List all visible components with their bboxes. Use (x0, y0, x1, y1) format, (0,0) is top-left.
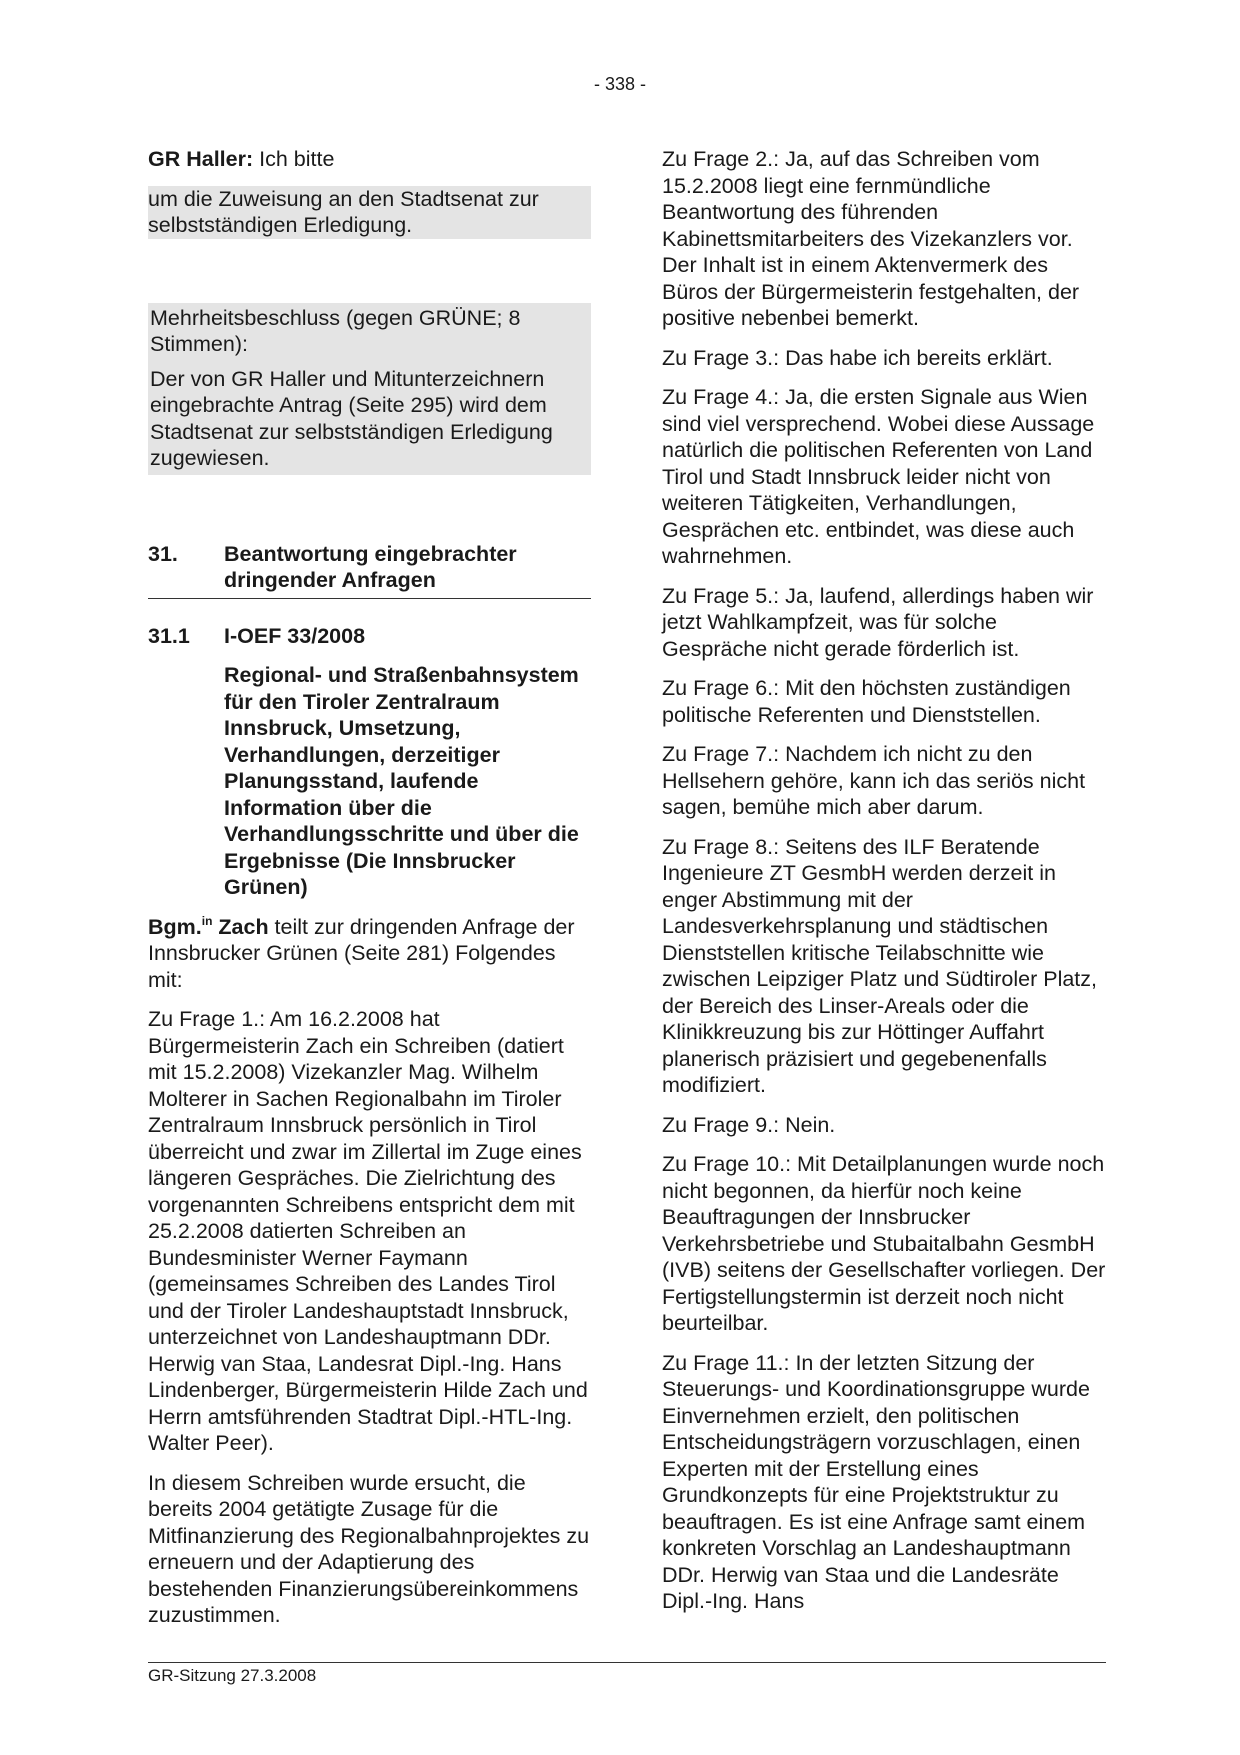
subsection-title: Regional- und Straßenbahnsystem für den Tiroler Zentralraum Innsbruck, Umsetzung, Verhandlungen, derzeitiger Planungsstand, laufende Information über die Verhandlungsschritte und über die Ergebnisse (Die Innsbrucker Grünen) (224, 663, 579, 899)
speaker-name: GR Haller: (148, 147, 254, 171)
left-column (148, 146, 591, 1642)
answer-3: Zu Frage 3.: Das habe ich bereits erklärt. (662, 345, 1053, 370)
intro-name: Zach (212, 914, 269, 939)
answer-6: Zu Frage 6.: Mit den höchsten zuständigen politische Referenten und Dienststellen. (662, 676, 1071, 727)
right-column (662, 146, 1106, 1628)
page-number: - 338 - (593, 74, 647, 94)
intro-sup: in (201, 913, 213, 928)
request-text: um die Zuweisung an den Stadtsenat zur selbstständigen Erledigung. (148, 186, 591, 239)
resolution-box (148, 303, 591, 475)
resolution-vote: Mehrheitsbeschluss (gegen GRÜNE; 8 Stimmen): (150, 305, 521, 356)
speaker-text: Ich bitte (253, 147, 335, 171)
answer-9: Zu Frage 9.: Nein. (662, 1112, 836, 1137)
answer-8: Zu Frage 8.: Seitens des ILF Beratende Ingenieure ZT GesmbH werden derzeit in enger Abstimmung mit der Landesverkehrsplanung und städtischen Dienststellen kritische Teilabschnitte wie zwischen Leipziger Platz und Südtiroler Platz, der Bereich des Linser-Areals oder die Klinikkreuzung bis zur Höttinger Auffahrt planerisch präzisiert und gegebenenfalls modifiziert. (662, 834, 1097, 1097)
intro-paragraph (148, 914, 591, 994)
speaker-line (148, 146, 591, 173)
subsection-code: I-OEF 33/2008 (224, 623, 366, 648)
subsection-number: 31.1 (148, 623, 190, 648)
section-title: Beantwortung eingebrachter dringender Anfragen (224, 541, 517, 592)
section-number: 31. (148, 541, 178, 566)
section-heading (148, 541, 591, 599)
subsection-heading (148, 623, 591, 650)
letter-paragraph: In diesem Schreiben wurde ersucht, die bereits 2004 getätigte Zusage für die Mitfinanzierung des Regionalbahnprojektes zu erneuern und der Adaptierung des bestehenden Finanzierungsübereinkommens zuzustimmen. (148, 1470, 590, 1627)
resolution-text: Der von GR Haller und Mitunterzeichnern eingebrachte Antrag (Seite 295) wird dem Stadtsenat zur selbstständigen Erledigung zugewiesen. (150, 366, 553, 470)
answer-4: Zu Frage 4.: Ja, die ersten Signale aus Wien sind viel versprechend. Wobei diese Aussage natürlich die politischen Referenten von Land Tirol und Stadt Innsbruck leider nicht von weiteren Tätigkeiten, Verhandlungen, Gesprächen etc. entbindet, was diese auch wahrnehmen. (662, 385, 1095, 568)
answer-2: Zu Frage 2.: Ja, auf das Schreiben vom 15.2.2008 liegt eine fernmündliche Beantwortung des führenden Kabinettsmitarbeiters des Vizekanzlers vor. Der Inhalt ist in einem Aktenvermerk des Büros der Bürgermeisterin festgehalten, der positive nebenbei bemerkt. (662, 147, 1080, 330)
answer-11: Zu Frage 11.: In der letzten Sitzung der Steuerungs- und Koordinationsgruppe wurde Einvernehmen erzielt, den politischen Entscheidungsträgern vorzuschlagen, einen Experten mit der Erstellung eines Grundkonzepts für eine Projektstruktur zu beauftragen. Es ist eine Anfrage samt einem konkreten Vorschlag an Landeshauptmann DDr. Herwig van Staa und die Landesräte Dipl.-Ing. Hans (662, 1350, 1090, 1613)
intro-bgm: Bgm. (148, 914, 202, 939)
footer-text: GR-Sitzung 27.3.2008 (148, 1666, 317, 1685)
footer-divider (148, 1662, 1106, 1663)
intro-text: teilt zur dringenden Anfrage der Innsbrucker Grünen (Seite 281) Folgendes mit: (148, 914, 575, 992)
answer-5: Zu Frage 5.: Ja, laufend, allerdings haben wir jetzt Wahlkampfzeit, was für solche Gespräche nicht gerade förderlich ist. (662, 583, 1094, 661)
answer-7: Zu Frage 7.: Nachdem ich nicht zu den Hellsehern gehöre, kann ich das seriös nicht sagen, bemühe mich aber darum. (662, 742, 1086, 819)
answer-10: Zu Frage 10.: Mit Detailplanungen wurde noch nicht begonnen, da hierfür noch keine Beauftragungen der Innsbrucker Verkehrsbetriebe und Stubaitalbahn GesmbH (IVB) seitens der Gesellschafter vorliegen. Der Fertigstellungstermin ist derzeit noch nicht beurteilbar. (662, 1152, 1106, 1335)
answer-1: Zu Frage 1.: Am 16.2.2008 hat Bürgermeisterin Zach ein Schreiben (datiert mit 15.2.2008) Vizekanzler Mag. Wilhelm Molterer in Sachen Regionalbahn im Tiroler Zentralraum Innsbruck persönlich in Tirol überreicht und zwar im Zillertal im Zuge eines längeren Gespräches. Die Zielrichtung des vorgenannten Schreibens entspricht dem mit 25.2.2008 datierten Schreiben an Bundesminister Werner Faymann (gemeinsames Schreiben des Landes Tirol und der Tiroler Landeshauptstadt Innsbruck, unterzeichnet von Landeshauptmann DDr. Herwig van Staa, Landesrat Dipl.-Ing. Hans Lindenberger, Bürgermeisterin Hilde Zach und Herrn amtsführenden Stadtrat Dipl.-HTL-Ing. Walter Peer). (148, 1007, 588, 1455)
